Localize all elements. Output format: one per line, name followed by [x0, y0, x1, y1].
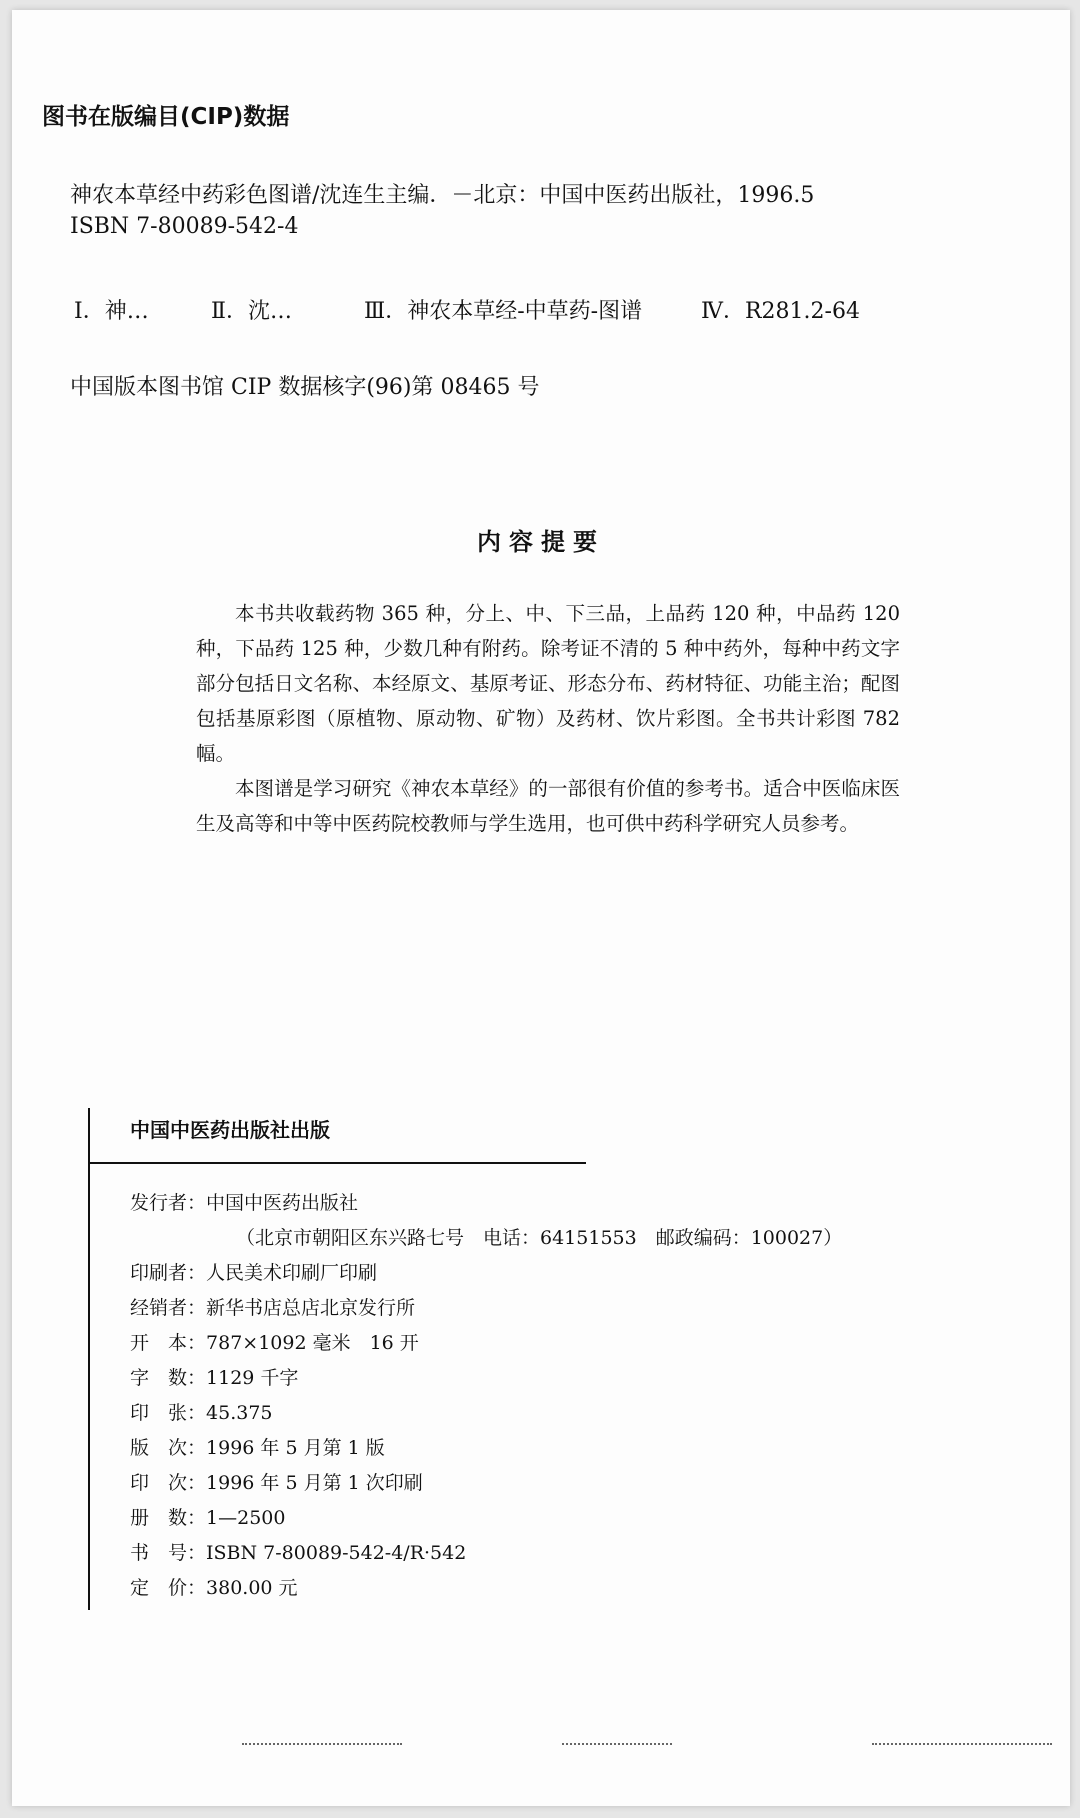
distributor-value: 中国中医药出版社 — [206, 1192, 359, 1214]
format-value: 787×1092 毫米 16 开 — [206, 1332, 419, 1354]
summary-title: 内容提要 — [477, 528, 605, 556]
sheets-row — [130, 1396, 842, 1431]
distributor-label: 发行者： — [130, 1192, 207, 1214]
wordcount-row — [130, 1361, 842, 1396]
wordcount-label: 字 数： — [130, 1367, 207, 1389]
scan-mark — [242, 1743, 402, 1748]
distributor-row — [130, 1186, 842, 1221]
publisher-line: 中国中医药出版社出版 — [130, 1118, 330, 1142]
wordcount-value: 1129 千字 — [206, 1367, 299, 1389]
price-row — [130, 1571, 842, 1606]
colophon-details — [130, 1186, 842, 1606]
copies-row — [130, 1501, 842, 1536]
cip-isbn-line: ISBN 7-80089-542-4 — [70, 214, 299, 239]
colophon-box — [88, 1108, 970, 1610]
printing-label: 印 次： — [130, 1472, 207, 1494]
book-copyright-page — [12, 10, 1070, 1806]
summary-paragraph: 本书共收载药物 365 种，分上、中、下三品，上品药 120 种，中品药 120 种，下品药 125 种，少数几种有附药。除考证不清的 5 种中药外，每种中药文字部分包括日文名称、本经原文、基原考证、形态分布、药材特征、功能主治；配图包括基原彩图（原植物、原动物、矿物）及药材、饮片彩图。全书共计彩图 782 幅。 — [196, 602, 900, 765]
seller-label: 经销者： — [130, 1297, 207, 1319]
cip-number-line: 中国版本图书馆 CIP 数据核字(96)第 08465 号 — [70, 375, 540, 400]
book-number-label: 书 号： — [130, 1542, 207, 1564]
edition-row — [130, 1431, 842, 1466]
book-number-row — [130, 1536, 842, 1571]
scan-mark — [562, 1743, 672, 1748]
seller-value: 新华书店总店北京发行所 — [206, 1297, 416, 1319]
price-value: 380.00 元 — [206, 1577, 298, 1599]
copies-value: 1—2500 — [206, 1507, 286, 1529]
printer-value: 人民美术印刷厂印刷 — [206, 1262, 378, 1284]
colophon-divider — [90, 1162, 586, 1164]
classification-item: Ⅰ．神… — [74, 299, 149, 324]
format-row — [130, 1326, 842, 1361]
sheets-value: 45.375 — [206, 1402, 273, 1424]
copies-label: 册 数： — [130, 1507, 207, 1529]
printer-label: 印刷者： — [130, 1262, 207, 1284]
book-number-value: ISBN 7-80089-542-4/R·542 — [206, 1542, 467, 1564]
seller-row — [130, 1291, 842, 1326]
cip-title-line: 神农本草经中药彩色图谱/沈连生主编．－北京：中国中医药出版社，1996.5 — [70, 183, 815, 208]
cip-classification — [74, 294, 860, 325]
format-label: 开 本： — [130, 1332, 207, 1354]
sheets-label: 印 张： — [130, 1402, 207, 1424]
printer-row — [130, 1256, 842, 1291]
address-row: （北京市朝阳区东兴路七号 电话：64151553 邮政编码：100027） — [236, 1227, 843, 1249]
printing-row — [130, 1466, 842, 1501]
edition-value: 1996 年 5 月第 1 版 — [206, 1437, 385, 1459]
printing-value: 1996 年 5 月第 1 次印刷 — [206, 1472, 423, 1494]
edition-label: 版 次： — [130, 1437, 207, 1459]
classification-item: Ⅲ．神农本草经-中草药-图谱 — [364, 299, 643, 324]
cip-heading: 图书在版编目(CIP)数据 — [42, 104, 290, 130]
summary-body — [196, 596, 900, 841]
price-label: 定 价： — [130, 1577, 207, 1599]
classification-item: Ⅱ．沈… — [211, 299, 292, 324]
classification-item: Ⅳ．R281.2-64 — [701, 299, 860, 324]
summary-paragraph: 本图谱是学习研究《神农本草经》的一部很有价值的参考书。适合中医临床医生及高等和中等中医药院校教师与学生选用，也可供中药科学研究人员参考。 — [196, 777, 900, 835]
scan-mark — [872, 1743, 1052, 1748]
